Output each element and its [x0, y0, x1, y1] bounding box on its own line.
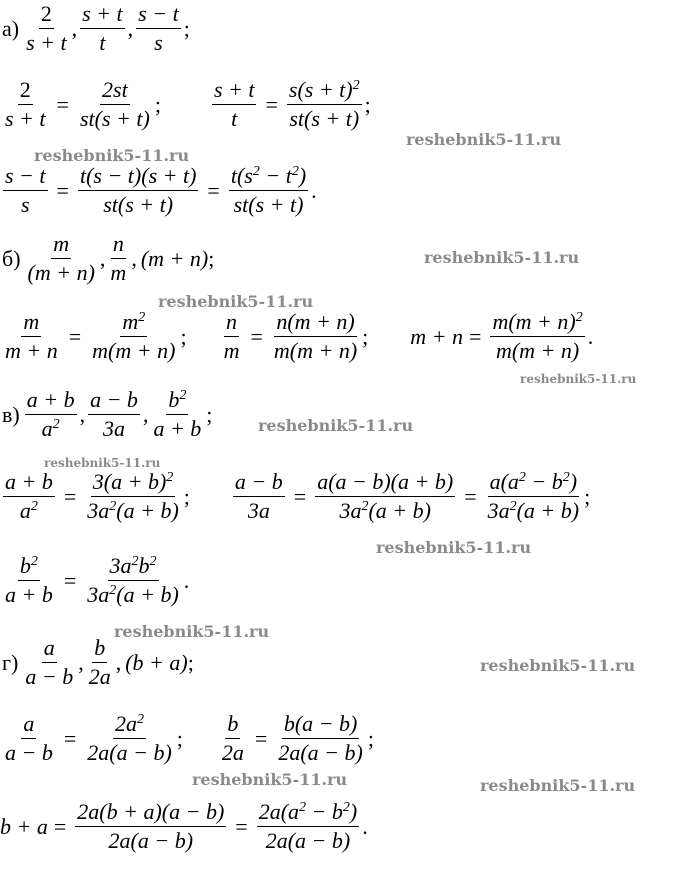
fraction: $\frac{2}{s + t}$	[26, 1, 67, 56]
fraction: $\frac{a + b}{a^2}$	[26, 387, 75, 442]
line-c-statement: в) $\frac{a + b}{a^2}$ , $\frac{a - b}{3a}$ , $\frac{b^2}{a + b}$ ;	[2, 387, 213, 442]
fraction: $\frac{s - t}{s}$	[5, 163, 46, 218]
line-d-eq2: b + a = $\frac{2a(b + a)(a - b)}{2a(a - b)}$ = $\frac{2a(a^2 - b^2)}{2a(a - b)}$ .	[0, 799, 368, 854]
watermark: reshebnik5-11.ru	[192, 770, 348, 789]
line-a-eq1: $\frac{2}{s + t}$ = $\frac{2st}{st(s + t)}$ ; $\frac{s + t}{t}$ = $\frac{s(s + t)^2}{st(s + t)}$ ;	[5, 77, 371, 132]
fraction: $\frac{b^2}{a + b}$	[5, 553, 53, 608]
fraction: $\frac{b^2}{a + b}$	[153, 387, 202, 442]
label-d: г)	[2, 649, 19, 675]
fraction: $\frac{m^2}{m(m + n)}$	[92, 309, 176, 364]
line-d-eq1: $\frac{a}{a - b}$ = $\frac{2a^2}{2a(a - b)}$ ; $\frac{b}{2a}$ = $\frac{b(a - b)}{2a(a - b)}$ ;	[5, 711, 374, 766]
fraction: $\frac{b(a - b)}{2a(a - b)}$	[278, 711, 363, 766]
watermark: reshebnik5-11.ru	[376, 538, 532, 557]
fraction: $\frac{a(a - b)(a + b)}{3a^2(a + b)}$	[317, 469, 454, 524]
fraction: $\frac{a}{a - b}$	[5, 711, 53, 766]
fraction: $\frac{3(a + b)^2}{3a^2(a + b)}$	[87, 469, 179, 524]
fraction: $\frac{a + b}{a^2}$	[5, 469, 53, 524]
watermark: reshebnik5-11.ru	[480, 656, 636, 675]
fraction: $\frac{a - b}{3a}$	[234, 469, 283, 524]
fraction: $\frac{2a(b + a)(a - b)}{2a(a - b)}$	[77, 799, 225, 854]
fraction: $\frac{3a^2b^2}{3a^2(a + b)}$	[87, 553, 179, 608]
line-a-statement: а) $\frac{2}{s + t}$ , $\frac{s + t}{t}$ , $\frac{s - t}{s}$ ;	[2, 1, 190, 56]
label-b: б)	[2, 245, 21, 271]
fraction: $\frac{s + t}{t}$	[213, 77, 255, 132]
fraction: $\frac{b}{2a}$	[221, 711, 244, 766]
fraction: $\frac{s - t}{s}$	[138, 1, 179, 56]
watermark: reshebnik5-11.ru	[480, 776, 636, 795]
watermark: reshebnik5-11.ru	[34, 146, 190, 165]
watermark: reshebnik5-11.ru	[406, 130, 562, 149]
line-c-eq2: $\frac{b^2}{a + b}$ = $\frac{3a^2b^2}{3a^2(a + b)}$ .	[5, 553, 190, 608]
label-a: а)	[2, 15, 20, 41]
fraction: $\frac{s + t}{t}$	[82, 1, 123, 56]
line-d-statement: г) $\frac{a}{a - b}$ , $\frac{b}{2a}$ , (b + a) ;	[2, 635, 194, 690]
fraction: $\frac{m}{m + n}$	[5, 309, 58, 364]
watermark: reshebnik5-11.ru	[158, 292, 314, 311]
fraction: $\frac{2a(a^2 - b^2)}{2a(a - b)}$	[258, 799, 358, 854]
fraction: $\frac{m}{(m + n)}$	[27, 231, 95, 286]
watermark: reshebnik5-11.ru	[258, 416, 414, 435]
fraction: $\frac{a - b}{3a}$	[90, 387, 138, 442]
watermark: reshebnik5-11.ru	[44, 456, 161, 470]
fraction: $\frac{t(s - t)(s + t)}{st(s + t)}$	[79, 163, 197, 218]
line-b-eq1: $\frac{m}{m + n}$ = $\frac{m^2}{m(m + n)}$ ; $\frac{n}{m}$ = $\frac{n(m + n)}{m(m + n)}$ ; m + n = $\frac{m(m + n)^2}{m(m + n)}$ .	[5, 309, 594, 364]
line-c-eq1: $\frac{a + b}{a^2}$ = $\frac{3(a + b)^2}{3a^2(a + b)}$ ; $\frac{a - b}{3a}$ = $\frac{a(a - b)(a + b)}{3a^2(a + b)}$ = $\frac{a(a^2 - b^2)}{3a^2(a + b)}$ ;	[5, 469, 591, 524]
label-c: в)	[2, 401, 20, 427]
line-b-statement: б) $\frac{m}{(m + n)}$ , $\frac{n}{m}$ , (m + n) ;	[2, 231, 215, 286]
fraction: $\frac{n}{m}$	[110, 231, 127, 286]
fraction: $\frac{b}{2a}$	[88, 635, 111, 690]
watermark: reshebnik5-11.ru	[114, 622, 270, 641]
watermark: reshebnik5-11.ru	[520, 372, 637, 386]
fraction: $\frac{n(m + n)}{m(m + n)}$	[273, 309, 358, 364]
fraction: $\frac{a}{a - b}$	[25, 635, 74, 690]
fraction: $\frac{2a^2}{2a(a - b)}$	[87, 711, 172, 766]
fraction: $\frac{2st}{st(s + t)}$	[79, 77, 150, 132]
fraction: $\frac{s(s + t)^2}{st(s + t)}$	[288, 77, 360, 132]
watermark: reshebnik5-11.ru	[424, 248, 580, 267]
fraction: $\frac{m(m + n)^2}{m(m + n)}$	[492, 309, 583, 364]
fraction: $\frac{n}{m}$	[223, 309, 240, 364]
fraction: $\frac{2}{s + t}$	[5, 77, 46, 132]
line-a-eq2: $\frac{s - t}{s}$ = $\frac{t(s - t)(s + t)}{st(s + t)}$ = $\frac{t(s^2 - t^2)}{st(s + t)}$ .	[5, 163, 317, 218]
fraction: $\frac{t(s^2 - t^2)}{st(s + t)}$	[230, 163, 307, 218]
fraction: $\frac{a(a^2 - b^2)}{3a^2(a + b)}$	[487, 469, 580, 524]
